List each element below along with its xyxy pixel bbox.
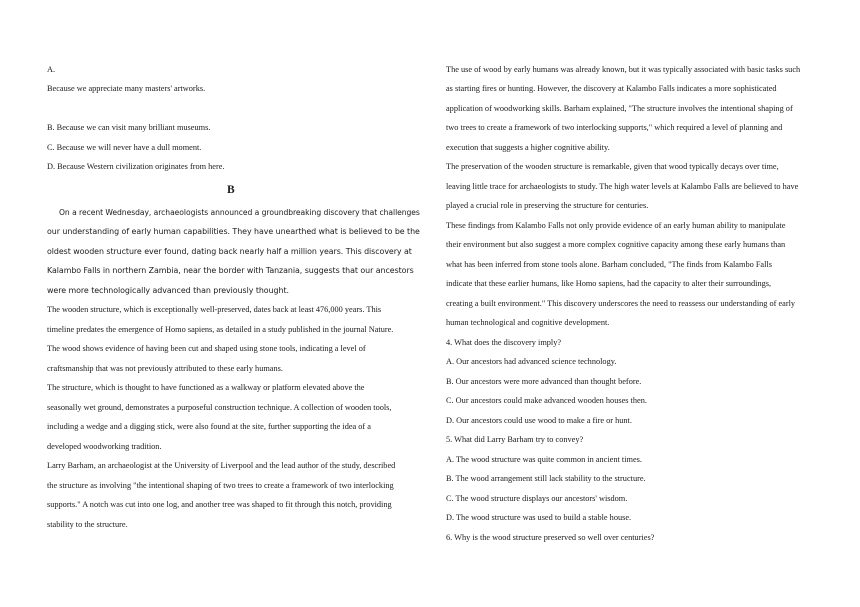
passage-line: stability to the structure. xyxy=(47,520,128,529)
option-b: B. Because we can visit many brilliant museums. xyxy=(47,123,211,132)
passage-line: as starting fires or hunting. However, the discovery at Kalambo Falls indicates a more sophisticated xyxy=(446,84,777,93)
passage-line: The use of wood by early humans was already known, but it was typically associated with basic tasks such xyxy=(446,65,801,74)
passage-line: craftsmanship that was not previously attributed to these early humans. xyxy=(47,364,283,373)
passage-line: seasonally wet ground, demonstrates a purposeful construction technique. A collection of wooden tools, xyxy=(47,403,392,412)
question-5-option-b: B. The wood arrangement still lack stability to the structure. xyxy=(446,474,646,483)
passage-line: oldest wooden structure ever found, dating back nearly half a million years. This discovery at xyxy=(47,247,412,256)
question-4-option-c: C. Our ancestors could make advanced wooden houses then. xyxy=(446,396,647,405)
passage-line: Larry Barham, an archaeologist at the University of Liverpool and the lead author of the study, described xyxy=(47,461,396,470)
passage-line: These findings from Kalambo Falls not only provide evidence of an early human ability to manipulate xyxy=(446,221,786,230)
question-6: 6. Why is the wood structure preserved so well over centuries? xyxy=(446,533,655,542)
question-5-option-d: D. The wood structure was used to build a stable house. xyxy=(446,513,632,522)
question-4: 4. What does the discovery imply? xyxy=(446,338,562,347)
passage-line: human technological and cognitive development. xyxy=(446,318,610,327)
question-4-option-d: D. Our ancestors could use wood to make a fire or hunt. xyxy=(446,416,632,425)
option-a-text: Because we appreciate many masters' artworks. xyxy=(47,84,206,93)
option-d: D. Because Western civilization originates from here. xyxy=(47,162,225,171)
passage-line: their environment but also suggest a more complex cognitive capacity among these early humans than xyxy=(446,240,786,249)
passage-line: timeline predates the emergence of Homo sapiens, as detailed in a study published in the journal Nature. xyxy=(47,325,394,334)
passage-line: execution that suggests a higher cognitive ability. xyxy=(446,143,610,152)
question-4-option-a: A. Our ancestors had advanced science technology. xyxy=(446,357,617,366)
passage-line: what has been inferred from stone tools alone. Barham concluded, "The finds from Kalambo Falls xyxy=(446,260,772,269)
passage-line: The structure, which is thought to have functioned as a walkway or platform elevated above the xyxy=(47,383,365,392)
passage-line: The wood shows evidence of having been cut and shaped using stone tools, indicating a level of xyxy=(47,344,366,353)
passage-line: creating a built environment." This discovery underscores the need to reassess our understanding of early xyxy=(446,299,796,308)
passage-line: leaving little trace for archaeologists to study. The high water levels at Kalambo Falls are believed to have xyxy=(446,182,799,191)
question-5: 5. What did Larry Barham try to convey? xyxy=(446,435,584,444)
passage-line: The preservation of the wooden structure is remarkable, given that wood typically decays over time, xyxy=(446,162,779,171)
question-4-option-b: B. Our ancestors were more advanced than thought before. xyxy=(446,377,642,386)
option-a-label: A. xyxy=(47,65,56,74)
passage-line: The wooden structure, which is exceptionally well-preserved, dates back at least 476,000 years. This xyxy=(47,305,382,314)
passage-line: were more technologically advanced than previously thought. xyxy=(47,286,289,295)
passage-line: two trees to create a framework of two interlocking supports," which required a level of planning and xyxy=(446,123,783,132)
passage-line: On a recent Wednesday, archaeologists announced a groundbreaking discovery that challenges xyxy=(59,208,420,217)
passage-line: application of woodworking skills. Barham explained, "The structure involves the intentional shaping of xyxy=(446,104,793,113)
passage-line: the structure as involving "the intentional shaping of two trees to create a framework of two interlocking xyxy=(47,481,394,490)
question-5-option-c: C. The wood structure displays our ancestors' wisdom. xyxy=(446,494,628,503)
option-c: C. Because we will never have a dull moment. xyxy=(47,143,202,152)
passage-line: supports." A notch was cut into one log, and another tree was shaped to fit through this notch, providing xyxy=(47,500,392,509)
passage-line: indicate that these earlier humans, like Homo sapiens, had the capacity to alter their surroundings, xyxy=(446,279,772,288)
passage-line: developed woodworking tradition. xyxy=(47,442,162,451)
question-5-option-a: A. The wood structure was quite common in ancient times. xyxy=(446,455,642,464)
passage-line: our understanding of early human capabilities. They have unearthed what is believed to be the xyxy=(47,227,420,236)
passage-line: played a crucial role in preserving the structure for centuries. xyxy=(446,201,649,210)
passage-line: Kalambo Falls in northern Zambia, near the border with Tanzania, suggests that our ancestors xyxy=(47,266,414,275)
section-heading: B xyxy=(227,184,235,196)
passage-line: including a wedge and a digging stick, were also found at the site, further supporting the idea of a xyxy=(47,422,371,431)
